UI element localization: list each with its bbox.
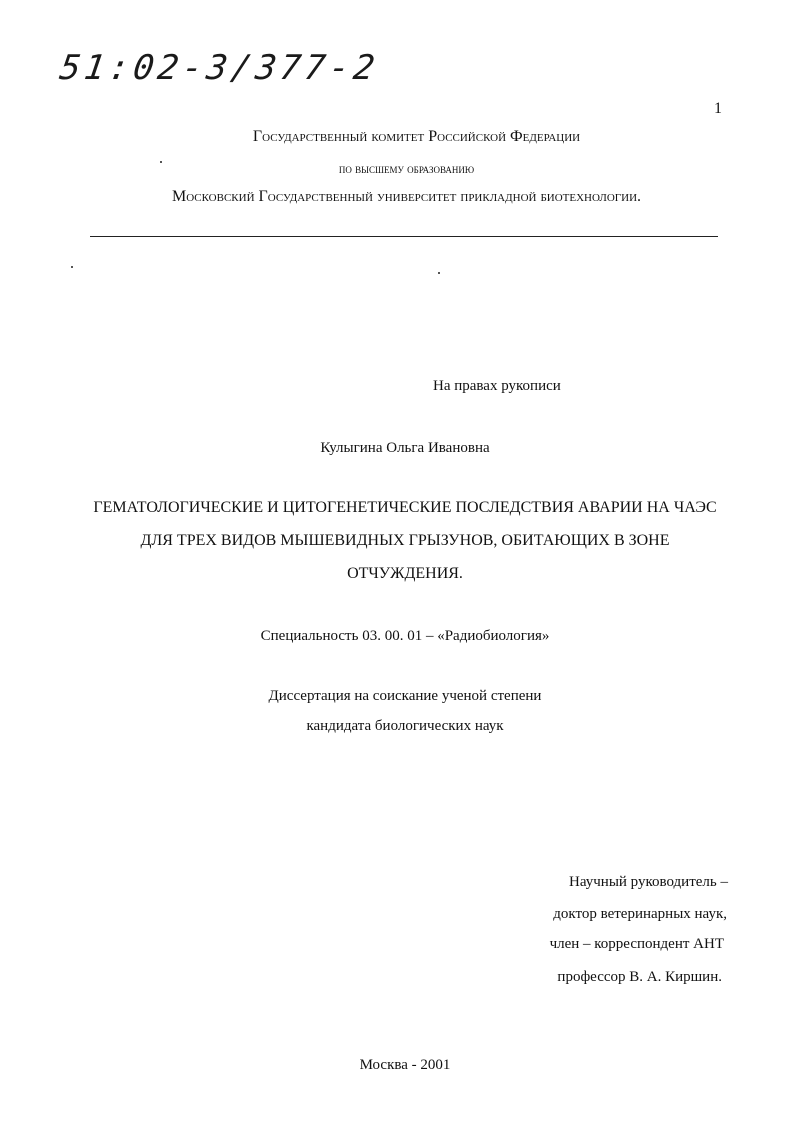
supervisor-membership: член – корреспондент АНТ xyxy=(549,936,724,952)
header-committee: Государственный комитет Российской Федерации xyxy=(252,128,581,145)
specialty: Специальность 03. 00. 01 – «Радиобиология» xyxy=(260,628,550,644)
thesis-title-line-1: ГЕМАТОЛОГИЧЕСКИЕ И ЦИТОГЕНЕТИЧЕСКИЕ ПОСЛЕДСТВИЯ АВАРИИ НА ЧАЭС xyxy=(93,499,717,516)
manuscript-note: На правах рукописи xyxy=(433,378,561,394)
city-year: Москва - 2001 xyxy=(359,1057,451,1073)
header-education: по высшему образованию xyxy=(338,161,475,176)
author-name: Кулыгина Ольга Ивановна xyxy=(320,440,490,456)
scan-speck xyxy=(438,272,440,274)
dissertation-line-2: кандидата биологических наук xyxy=(306,718,504,734)
scan-speck xyxy=(71,266,73,268)
scan-speck xyxy=(160,161,162,163)
thesis-title-line-2: ДЛЯ ТРЕХ ВИДОВ МЫШЕВИДНЫХ ГРЫЗУНОВ, ОБИТАЮЩИХ В ЗОНЕ xyxy=(140,532,670,549)
dissertation-line-1: Диссертация на соискание ученой степени xyxy=(268,688,542,704)
supervisor-role: Научный руководитель – xyxy=(569,874,728,890)
handwritten-archive-code: 51:02-3/377-2 xyxy=(57,48,381,88)
header-divider xyxy=(90,236,718,237)
supervisor-degree: доктор ветеринарных наук, xyxy=(553,906,727,922)
thesis-title-line-3: ОТЧУЖДЕНИЯ. xyxy=(347,565,463,582)
page-number: 1 xyxy=(714,100,722,117)
supervisor-name: профессор В. А. Киршин. xyxy=(557,969,722,985)
header-university: Московский Государственный университет прикладной биотехнологии. xyxy=(171,188,642,205)
